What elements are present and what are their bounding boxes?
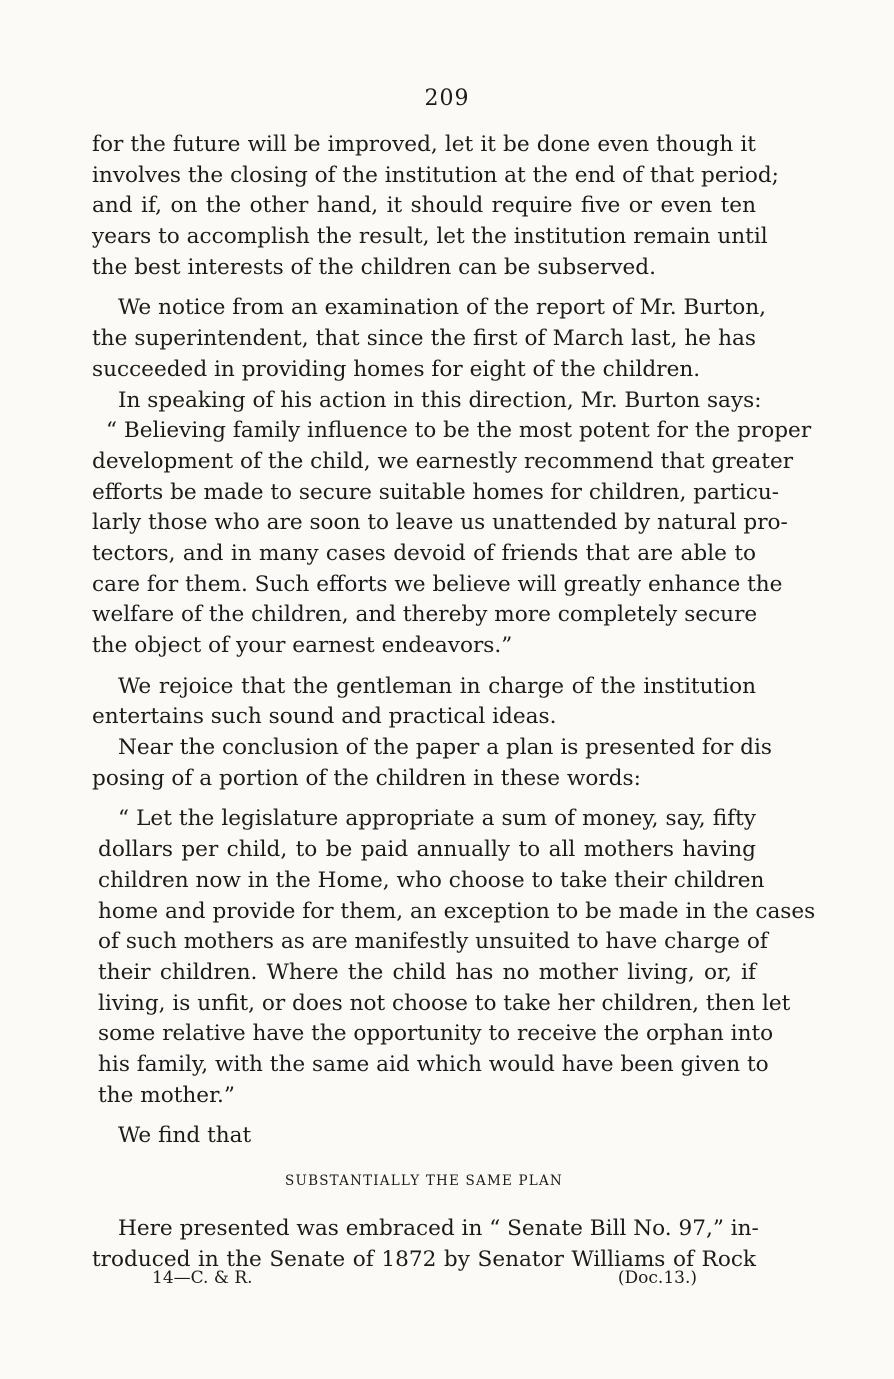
text-line: We find that	[118, 1123, 252, 1149]
text-line: succeeded in providing homes for eight of the children.	[92, 356, 701, 382]
text-line: of such mothers as are manifestly unsuited to have charge of	[98, 929, 768, 955]
block-quote	[92, 804, 816, 1111]
paragraph	[92, 293, 767, 385]
text-line: “ Let the legislature appropriate a sum of money, say, fifty	[118, 806, 756, 832]
text-line: some relative have the opportunity to receive the orphan into	[98, 1021, 774, 1047]
paragraph	[92, 130, 779, 283]
section-heading: SUBSTANTIALLY THE SAME PLAN	[285, 1173, 563, 1189]
text-line: and if, on the other hand, it should require five or even ten	[92, 193, 756, 219]
page-number: 209	[424, 86, 470, 111]
document-reference: (Doc.13.)	[617, 1268, 697, 1288]
text-line: his family, with the same aid which would have been given to	[98, 1051, 769, 1077]
text-line: for the future will be improved, let it be done even though it	[92, 132, 756, 157]
text-line: dollars per child, to be paid annually to all mothers having	[98, 837, 756, 863]
text-line: children now in the Home, who choose to take their children	[98, 867, 765, 893]
text-line: Here presented was embraced in “ Senate Bill No. 97,” in-	[118, 1216, 759, 1241]
text-line: the mother.”	[98, 1082, 235, 1108]
text-line: home and provide for them, an exception to be made in the cases	[98, 898, 816, 924]
text-line: the superintendent, that since the first of March last, he has	[92, 326, 756, 352]
text-line: troduced in the Senate of 1872 by Senator Williams of Rock	[92, 1246, 756, 1272]
text-line: posing of a portion of the children in these words:	[92, 765, 641, 791]
text-line: living, is unfit, or does not choose to take her children, then let	[98, 990, 791, 1016]
paragraph	[92, 733, 772, 794]
paragraph	[92, 1214, 759, 1275]
text-line: the object of your earnest endeavors.”	[92, 633, 513, 658]
text-line: welfare of the children, and thereby more completely secure	[92, 602, 758, 628]
paragraph	[92, 386, 762, 417]
paragraph	[92, 1121, 756, 1152]
text-line: tectors, and in many cases devoid of friends that are able to	[92, 540, 756, 566]
signature-mark: 14—C. & R.	[152, 1268, 253, 1288]
text-line: Near the conclusion of the paper a plan is presented for dis	[118, 735, 772, 761]
page-body	[92, 130, 816, 1275]
block-quote	[92, 416, 812, 662]
text-line: development of the child, we earnestly recommend that greater	[92, 448, 794, 474]
text-line: entertains such sound and practical ideas.	[92, 704, 557, 730]
page-footer	[152, 1268, 697, 1288]
text-line: “ Believing family influence to be the most potent for the proper	[106, 418, 812, 444]
text-line: care for them. Such efforts we believe will greatly enhance the	[92, 571, 783, 597]
text-line: efforts be made to secure suitable homes for children, particu-	[92, 479, 780, 505]
text-line: involves the closing of the institution at the end of that period;	[92, 162, 779, 188]
text-line: years to accomplish the result, let the institution remain until	[92, 224, 768, 250]
text-line: We rejoice that the gentleman in charge of the institution	[118, 673, 756, 699]
paragraph	[92, 672, 756, 733]
text-line: We notice from an examination of the report of Mr. Burton,	[118, 295, 767, 321]
text-line: In speaking of his action in this direction, Mr. Burton says:	[118, 387, 762, 413]
text-line: larly those who are soon to leave us unattended by natural pro-	[92, 510, 788, 536]
text-line: the best interests of the children can be subserved.	[92, 254, 656, 280]
text-line: their children. Where the child has no mother living, or, if	[98, 959, 756, 985]
